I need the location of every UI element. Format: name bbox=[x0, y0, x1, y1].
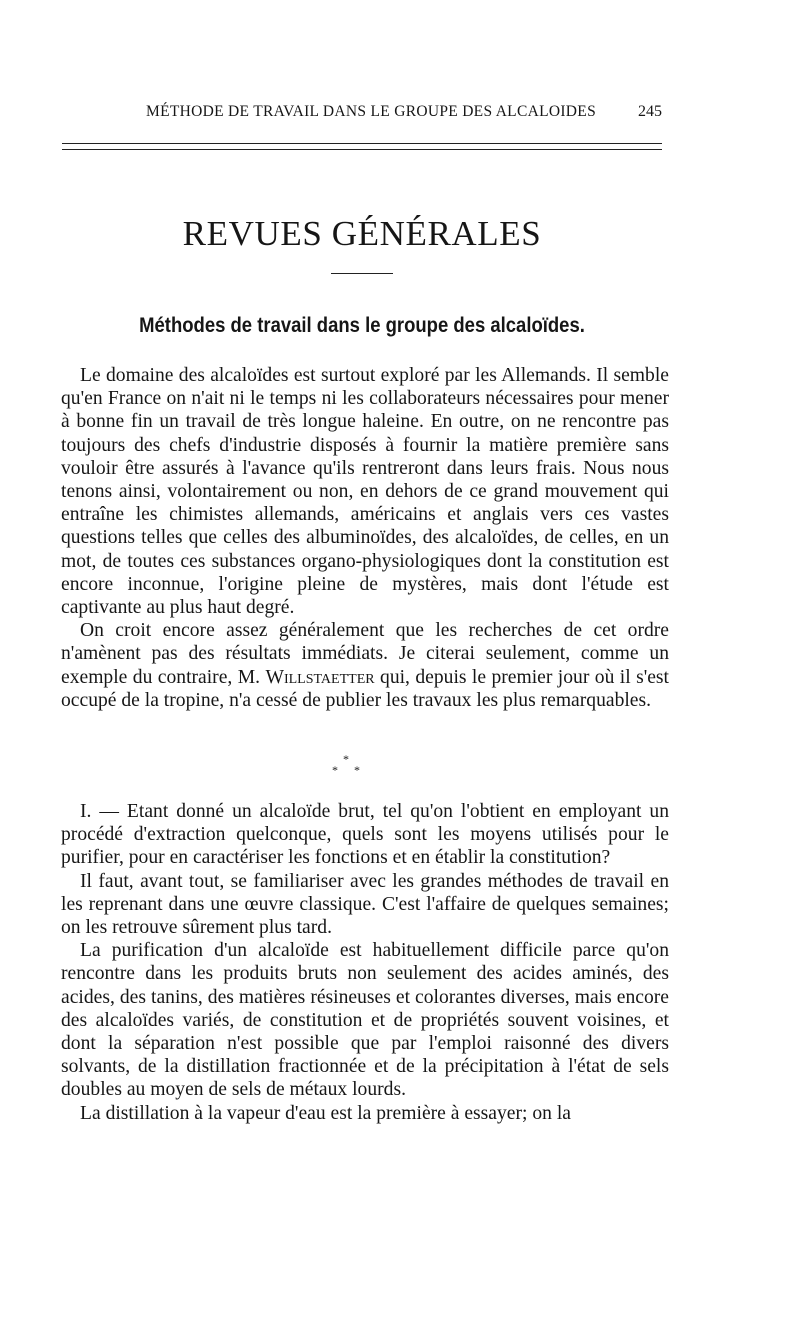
article-title: Méthodes de travail dans le groupe des alcaloïdes. bbox=[139, 314, 585, 337]
paragraph: Le domaine des alcaloïdes est surtout exploré par les Allemands. Il semble qu'en France on n'ait ni le temps ni les collaborateurs nécessaires pour mener à bonne fin un travail de très longue haleine. En outre, on ne rencontre pas toujours des chefs d'industrie disposés à fournir la matière première sans vouloir être assurés à l'avance qu'ils rentreront dans leurs frais. Nous nous tenons ainsi, volontairement ou non, en dehors de ce grand mouvement qui entraîne les chimistes allemands, américains et anglais vers ces vastes questions telles que celles des albuminoïdes, des alcaloïdes, de celles, en un mot, de toutes ces substances organo-physiologiques dont la constitution est encore inconnue, l'origine pleine de mystères, mais dont l'étude est captivante au plus haut degré. bbox=[61, 365, 669, 619]
paragraph: La distillation à la vapeur d'eau est la première à essayer; on la bbox=[80, 1102, 571, 1124]
paragraph: Il faut, avant tout, se familiariser avec les grandes méthodes de travail en les reprenant dans une œuvre classique. C'est l'affaire de quelques semaines; on les retrouve sûrement plus tard. bbox=[61, 870, 669, 939]
header-rule-bottom bbox=[62, 149, 662, 150]
paragraph: La purification d'un alcaloïde est habituellement difficile parce qu'on rencontre dans les produits bruts non seulement des acides aminés, des acides, des tanins, des matières résineuses et colorantes diverses, mais encore des alcaloïdes variés, de constitution et de propriétés souvent voisines, et dont la séparation n'est possible que par l'emploi raisonné des divers solvants, de la distillation fractionnée et de la précipitation à l'état de sels doubles au moyen de sels de métaux lourds. bbox=[61, 940, 669, 1101]
paragraph-text: On croit encore assez généralement que les recherches de cet ordre n'amènent pas des résultats immédiats. Je citerai seulement, comme un exemple du contraire, M. bbox=[61, 620, 669, 688]
asterism bbox=[327, 753, 367, 783]
paragraph-text: qui, depuis le premier jour où il s'est occupé de la tropine, n'a cessé de publier les travaux les plus remarquables. bbox=[61, 666, 669, 711]
paragraph bbox=[61, 619, 669, 712]
paragraph: I. — Etant donné un alcaloïde brut, tel qu'on l'obtient en employant un procédé d'extraction quelconque, quels sont les moyens utilisés pour le purifier, pour en caractériser les fonctions et en établir la constitution? bbox=[61, 801, 669, 869]
running-head bbox=[62, 100, 662, 124]
asterism-star: * bbox=[354, 763, 360, 777]
header-rule-top bbox=[62, 143, 662, 144]
title-divider bbox=[331, 273, 393, 274]
asterism-star: * bbox=[343, 752, 349, 766]
running-title: MÉTHODE DE TRAVAIL DANS LE GROUPE DES ALCALOIDES bbox=[146, 103, 596, 120]
section-one-text bbox=[61, 800, 669, 1125]
asterism-star: * bbox=[332, 763, 338, 777]
section-title: REVUES GÉNÉRALES bbox=[182, 214, 542, 253]
person-name: Willstaetter bbox=[265, 666, 375, 688]
page-number: 245 bbox=[638, 103, 662, 120]
intro-text bbox=[61, 364, 669, 712]
